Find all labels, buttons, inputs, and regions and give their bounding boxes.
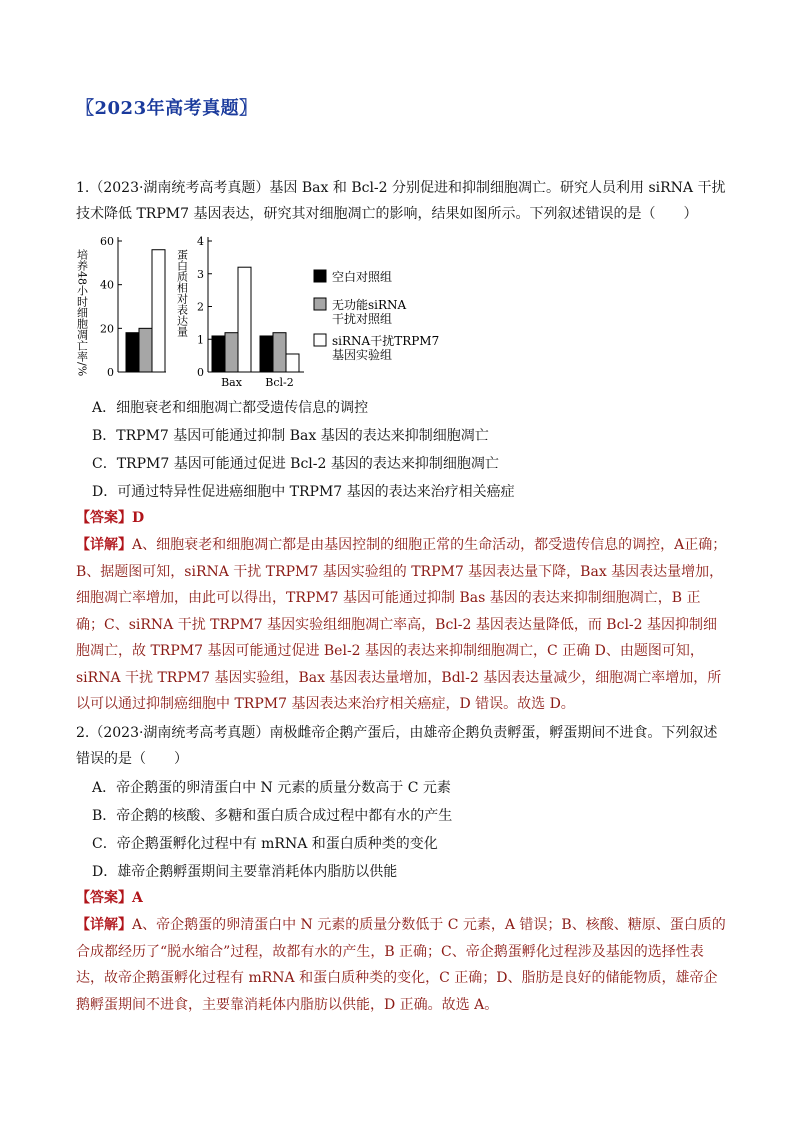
bar (260, 336, 273, 372)
q2-answer: 【答案】A (76, 890, 143, 906)
x-tick-label: Bax (221, 376, 242, 388)
y-tick-label: 2 (197, 300, 204, 314)
y-tick-label: 20 (100, 322, 114, 336)
y-axis-label: 培养48小时细胞凋亡率/% (75, 249, 89, 377)
q2-explanation (76, 912, 728, 1018)
q2-explanation-label: 【详解】 (76, 917, 132, 933)
section-heading: 〖2023年高考真题〗 (76, 98, 258, 119)
bar (126, 333, 139, 372)
question-1-figure (70, 228, 460, 388)
chart-apoptosis-rate (76, 235, 167, 379)
question-1-text: 1.（2023·湖南统考高考真题）基因 Bax 和 Bcl-2 分别促进和抑制细胞凋亡。研究人员利用 siRNA 干扰技术降低 TRPM7 基因表达，研究其对细胞凋亡的影响，结果如图所示。下列叙述错误的是（ ） (76, 180, 726, 222)
legend-label: 基因实验组 (332, 348, 393, 362)
legend-swatch (314, 270, 326, 282)
y-tick-label: 1 (197, 333, 204, 347)
bar (212, 336, 225, 372)
q2-option-d: D．雄帝企鹅孵蛋期间主要靠消耗体内脂肪以供能 (92, 864, 398, 880)
question-2 (76, 720, 726, 772)
q2-option-c: C．帝企鹅蛋孵化过程中有 mRNA 和蛋白质种类的变化 (92, 836, 438, 852)
q2-option-b: B．帝企鹅的核酸、多糖和蛋白质合成过程中都有水的产生 (92, 808, 453, 824)
legend-label: 无功能siRNA (332, 298, 407, 312)
y-tick-label: 0 (197, 366, 204, 379)
q1-explanation-text: A、细胞衰老和细胞凋亡都是由基因控制的细胞正常的生命活动，都受遗传信息的调控，A正确；B、据题图可知，siRNA 干扰 TRPM7 基因实验组的 TRPM7 基因表达量下降，Bax 基因表达量增加，细胞凋亡率增加，由此可以得出，TRPM7 基因可能通过抑制 Bas 基因的表达来抑制细胞凋亡，B 正确；C、siRNA 干扰 TRPM7 基因实验组细胞凋亡率高，Bcl-2 基因表达量降低，而 Bcl-2 基因抑制细胞凋亡，故 TRPM7 基因可能通过促进 Bel-2 基因的表达来抑制细胞凋亡，C 正确 D、由题图可知，siRNA 干扰 TRPM7 基因实验组，Bax 基因表达量增加，Bdl-2 基因表达量减少，细胞凋亡率增加，所以可以通过抑制癌细胞中 TRPM7 基因表达来治疗相关癌症，D 错误。故选 D。 (76, 537, 727, 712)
x-tick-label: Bcl-2 (265, 376, 294, 388)
q1-explanation (76, 532, 728, 718)
q2-explanation-text: A、帝企鹅蛋的卵清蛋白中 N 元素的质量分数低于 C 元素，A 错误；B、核酸、糖原、蛋白质的合成都经历了“脱水缩合”过程，故都有水的产生，B 正确；C、帝企鹅蛋孵化过程涉及基因的选择性表达，故帝企鹅蛋孵化过程有 mRNA 和蛋白质种类的变化，C 正确；D、脂肪是良好的储能物质，雄帝企鹅孵蛋期间不进食，主要靠消耗体内脂肪以供能，D 正确。故选 A。 (76, 917, 726, 1013)
chart-legend (314, 269, 439, 362)
legend-swatch (314, 298, 326, 310)
y-tick-label: 40 (100, 278, 114, 292)
bar (225, 333, 238, 372)
q1-option-b: B．TRPM7 基因可能通过抑制 Bax 基因的表达来抑制细胞凋亡 (92, 428, 489, 444)
y-tick-label: 0 (107, 366, 114, 379)
q1-option-c: C．TRPM7 基因可能通过促进 Bcl-2 基因的表达来抑制细胞凋亡 (92, 456, 499, 472)
y-axis-label: 蛋白质相对表达量 (175, 249, 189, 337)
chart-protein-expression (176, 235, 305, 388)
bar (139, 328, 152, 372)
q1-answer: 【答案】D (76, 510, 145, 526)
legend-swatch (314, 334, 326, 346)
bar (152, 250, 165, 372)
q1-explanation-label: 【详解】 (76, 537, 132, 553)
legend-label: 空白对照组 (332, 270, 393, 284)
legend-label: siRNA干扰TRPM7 (332, 334, 440, 348)
legend-label: 干扰对照组 (332, 312, 393, 326)
bar (286, 354, 299, 372)
bar (238, 267, 251, 372)
bar (273, 333, 286, 372)
y-tick-label: 60 (100, 235, 114, 248)
question-1 (76, 175, 726, 227)
q1-option-a: A．细胞衰老和细胞凋亡都受遗传信息的调控 (92, 400, 369, 416)
q2-option-a: A．帝企鹅蛋的卵清蛋白中 N 元素的质量分数高于 C 元素 (92, 780, 451, 796)
y-tick-label: 4 (197, 235, 204, 248)
y-tick-label: 3 (197, 267, 204, 281)
question-2-text: 2.（2023·湖南统考高考真题）南极雌帝企鹅产蛋后，由雄帝企鹅负责孵蛋，孵蛋期间不进食。下列叙述错误的是（ ） (76, 725, 718, 767)
q1-option-d: D．可通过特异性促进癌细胞中 TRPM7 基因的表达来治疗相关癌症 (92, 484, 515, 500)
